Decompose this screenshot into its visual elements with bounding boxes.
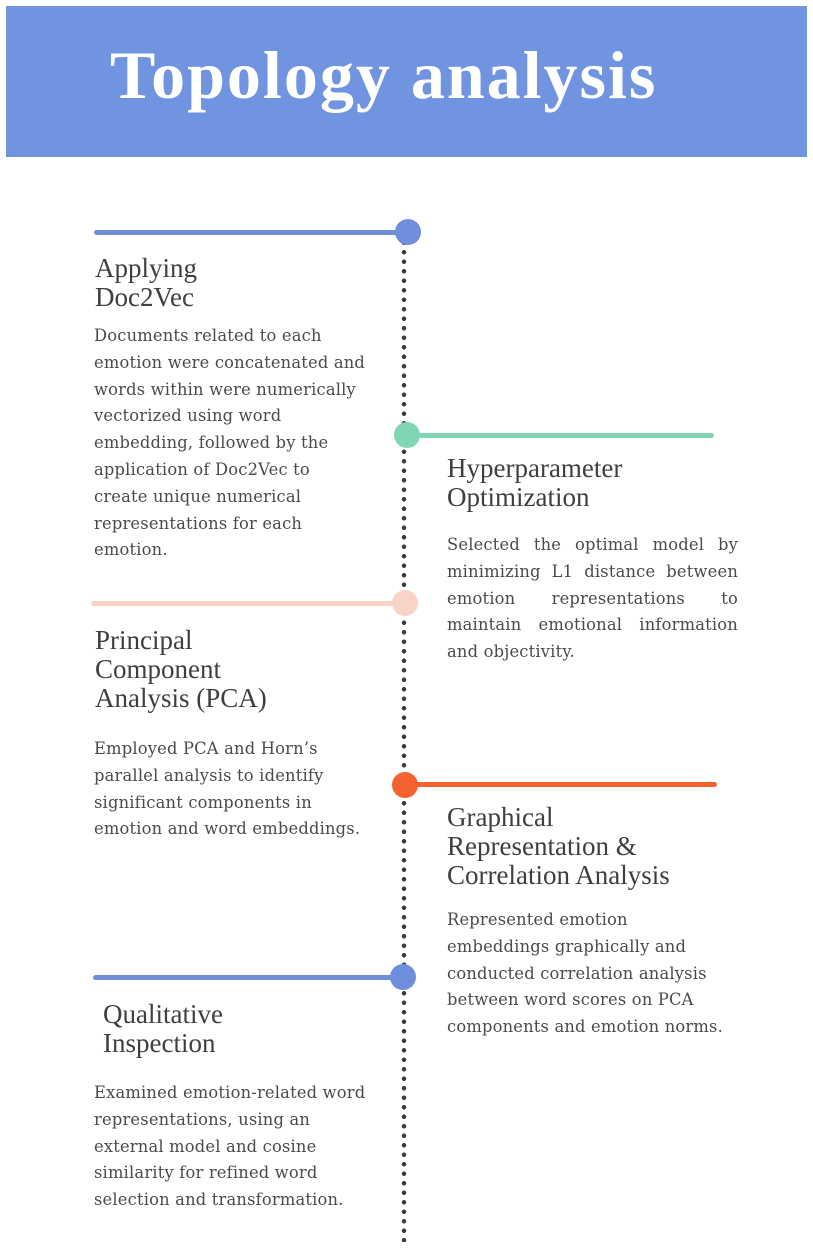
step-1-description: Documents related to each emotion were concatenated and words within were numerically vectorized using word embedding, followed by the application of Doc2Vec to create unique numerical representations for each emotion. [94, 326, 366, 560]
step-5-connector [93, 975, 403, 980]
step-5-description: Examined emotion-related word representations, using an external model and cosine similarity for refined word selection and transformation. [94, 1083, 366, 1210]
step-4-heading: Graphical Representation & Correlation Analysis [447, 802, 670, 890]
step-4-marker [392, 772, 418, 798]
title-banner [6, 6, 807, 157]
step-2-description: Selected the optimal model by minimizing L1 distance between emotion representations to maintain emotional information and objectivity. [447, 535, 738, 662]
step-2-marker [394, 422, 420, 448]
step-5-marker [390, 964, 416, 990]
step-1-connector [94, 230, 404, 235]
step-2-connector [404, 433, 714, 438]
step-3-heading: Principal Component Analysis (PCA) [95, 625, 267, 713]
step-2-heading: Hyperparameter Optimization [447, 453, 623, 512]
step-3-description: Employed PCA and Horn’s parallel analysis to identify significant components in emotion and word embeddings. [94, 739, 361, 839]
step-4-description: Represented emotion embeddings graphically and conducted correlation analysis between word scores on PCA components and emotion norms. [447, 910, 723, 1037]
step-5-heading: Qualitative Inspection [103, 999, 223, 1058]
page-title: Topology analysis [110, 37, 658, 113]
step-3-marker [392, 590, 418, 616]
step-4-connector [404, 782, 717, 787]
timeline-axis [401, 238, 407, 1242]
step-1-marker [395, 219, 421, 245]
step-1-heading: Applying Doc2Vec [95, 253, 198, 312]
step-3-connector [91, 601, 404, 606]
